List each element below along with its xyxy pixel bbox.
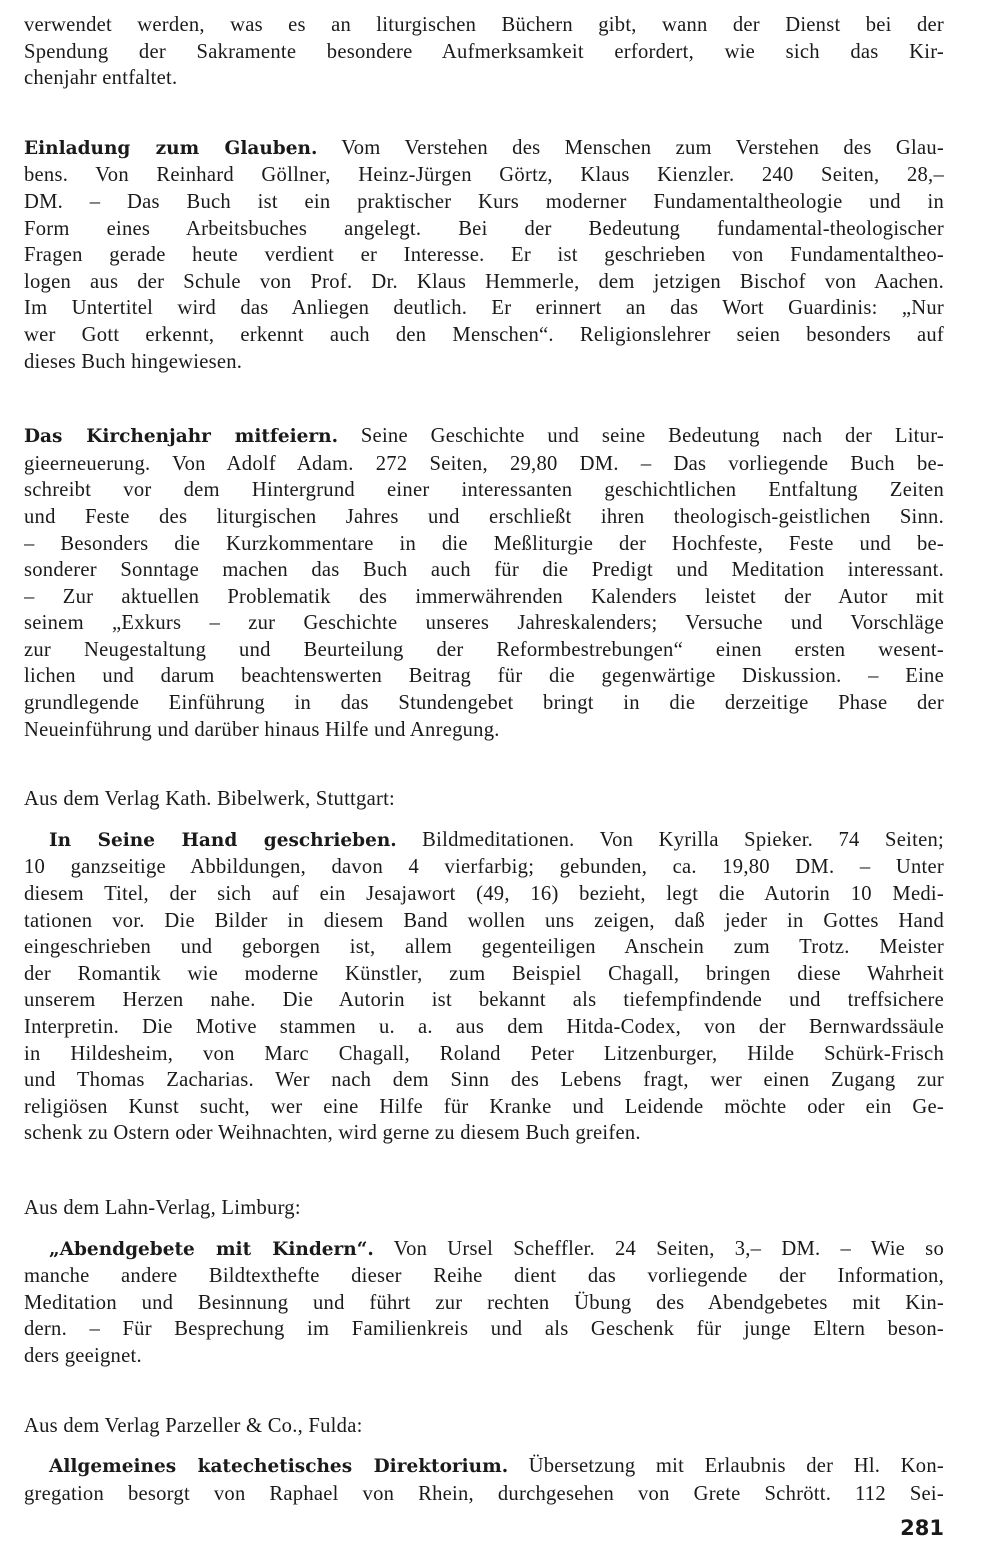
text-fragment: Übersetzung mit Erlaubnis der Hl. Kon- [508,1455,944,1478]
text-line [24,1236,944,1264]
page-body [24,12,944,1507]
text-line: Im Untertitel wird das Anliegen deutlich. Er erinnert an das Wort Guardinis: „Nur [24,297,944,320]
book-title: In Seine Hand geschrieben. [49,829,397,851]
text-fragment: Seine Geschichte und seine Bedeutung nach der Litur- [338,425,944,448]
text-line [24,1453,944,1481]
text-line: manche andere Bildtexthefte dieser Reihe dient das vorliegende der Information, [24,1265,944,1288]
text-line: – Besonders die Kurzkommentare in die Meßliturgie der Hochfeste, Feste und be- [24,532,944,555]
text-line: DM. – Das Buch ist ein praktischer Kurs moderner Fundamentaltheologie und in [24,190,944,213]
text-line: schenk zu Ostern oder Weihnachten, wird gerne zu diesem Buch greifen. [24,1122,641,1145]
text-line: schreibt vor dem Hintergrund einer interessanten geschichtlichen Entfaltung Zeiten [24,479,944,502]
text-line: religiösen Kunst sucht, wer eine Hilfe für Kranke und Leidende möchte oder ein Ge- [24,1095,944,1118]
publisher-heading: Aus dem Lahn-Verlag, Limburg: [24,1196,301,1219]
publisher-heading: Aus dem Verlag Parzeller & Co., Fulda: [24,1414,363,1437]
review-abendgebete-mit-kindern [24,1236,944,1370]
text-line: Form eines Arbeitsbuches angelegt. Bei der Bedeutung fundamental-theologischer [24,217,944,240]
text-line [24,827,944,855]
review-allgemeines-katechetisches-direktorium [24,1453,944,1507]
text-fragment: Vom Verstehen des Menschen zum Verstehen des Glau- [317,136,944,159]
text-line: tationen vor. Die Bilder in diesem Band wollen uns zeigen, daß jeder in Gottes Hand [24,909,944,932]
text-line: – Zur aktuellen Problematik des immerwährenden Kalenders leistet der Autor mit [24,585,944,608]
book-title: Das Kirchenjahr mitfeiern. [24,426,339,448]
text-line: diesem Titel, der sich auf ein Jesajawort (49, 16) bezieht, legt die Autorin 10 Medi- [24,883,944,906]
text-line: gregation besorgt von Raphael von Rhein, durchgesehen von Grete Schrött. 112 Sei- [24,1482,944,1505]
publisher-heading: Aus dem Verlag Kath. Bibelwerk, Stuttgart: [24,788,396,811]
text-line: dern. – Für Besprechung im Familienkreis und als Geschenk für junge Eltern beson- [24,1318,944,1341]
text-line: Meditation und Besinnung und führt zur rechten Übung des Abendgebetes mit Kin- [24,1291,944,1314]
text-line: unserem Herzen nahe. Die Autorin ist bekannt als tiefempfindende und treffsichere [24,989,944,1012]
text-line: der Romantik wie moderne Künstler, zum Beispiel Chagall, bringen diese Wahrheit [24,962,944,985]
text-line: Spendung der Sakramente besondere Aufmerksamkeit erfordert, wie sich das Kir- [24,40,944,63]
review-einladung-zum-glauben [24,135,944,375]
text-line: Fragen gerade heute verdient er Interesse. Er ist geschrieben von Fundamentaltheo- [24,244,944,267]
text-fragment: Von Ursel Scheffler. 24 Seiten, 3,– DM. – Wie so [373,1237,944,1260]
text-line: seinem „Exkurs – zur Geschichte unseres Jahreskalenders; Versuche und Vorschläge [24,612,944,635]
text-line: chenjahr entfaltet. [24,67,178,90]
text-line: dieses Buch hingewiesen. [24,350,243,373]
text-line: in Hildesheim, von Marc Chagall, Roland Peter Litzenburger, Hilde Schürk-Frisch [24,1042,944,1065]
text-line: sonderer Sonntage machen das Buch auch für die Predigt und Meditation interessant. [24,559,944,582]
text-fragment: Bildmeditationen. Von Kyrilla Spieker. 74 Seiten; [396,828,944,851]
book-title: „Abendgebete mit Kindern“. [49,1238,374,1260]
book-title: Allgemeines katechetisches Direktorium. [49,1456,509,1478]
text-line: und Thomas Zacharias. Wer nach dem Sinn des Lebens fragt, wer einen Zugang zur [24,1069,944,1092]
review-in-seine-hand-geschrieben [24,827,944,1147]
text-line: grundlegende Einführung in das Stundengebet bringt in die derzeitige Phase der [24,692,944,715]
text-line: bens. Von Reinhard Göllner, Heinz-Jürgen Görtz, Klaus Kienzler. 240 Seiten, 28,– [24,164,944,187]
text-line: Interpretin. Die Motive stammen u. a. aus dem Hitda-Codex, von der Bernwardssäule [24,1016,944,1038]
text-line: wer Gott erkennt, erkennt auch den Menschen“. Religionslehrer seien besonders auf [24,323,944,346]
text-line: 10 ganzseitige Abbildungen, davon 4 vierfarbig; gebunden, ca. 19,80 DM. – Unter [24,856,944,879]
text-line: eingeschrieben und geborgen ist, allem gegenteiligen Anschein zum Trotz. Meister [24,936,944,959]
text-line: ders geeignet. [24,1344,142,1367]
text-line: und Feste des liturgischen Jahres und erschließt ihren theologisch-geistlichen Sinn. [24,505,944,528]
text-line: lichen und darum beachtenswerten Beitrag für die gegenwärtige Diskussion. – Eine [24,665,944,688]
book-title: Einladung zum Glauben. [24,137,318,159]
text-line: gieerneuerung. Von Adolf Adam. 272 Seiten, 29,80 DM. – Das vorliegende Buch be- [24,452,944,475]
text-line [24,135,944,163]
text-line: verwendet werden, was es an liturgischen Büchern gibt, wann der Dienst bei der [24,14,944,36]
review-kirchenjahr-mitfeiern [24,423,944,743]
text-line [24,423,944,451]
intro-paragraph [24,12,944,92]
page-number: 281 [900,1516,944,1540]
text-line: zur Neugestaltung und Beurteilung der Reformbestrebungen“ einen ersten wesent- [24,638,944,661]
text-line: Neueinführung und darüber hinaus Hilfe und Anregung. [24,718,500,741]
text-line: logen aus der Schule von Prof. Dr. Klaus Hemmerle, dem jetzigen Bischof von Aachen. [24,270,944,293]
